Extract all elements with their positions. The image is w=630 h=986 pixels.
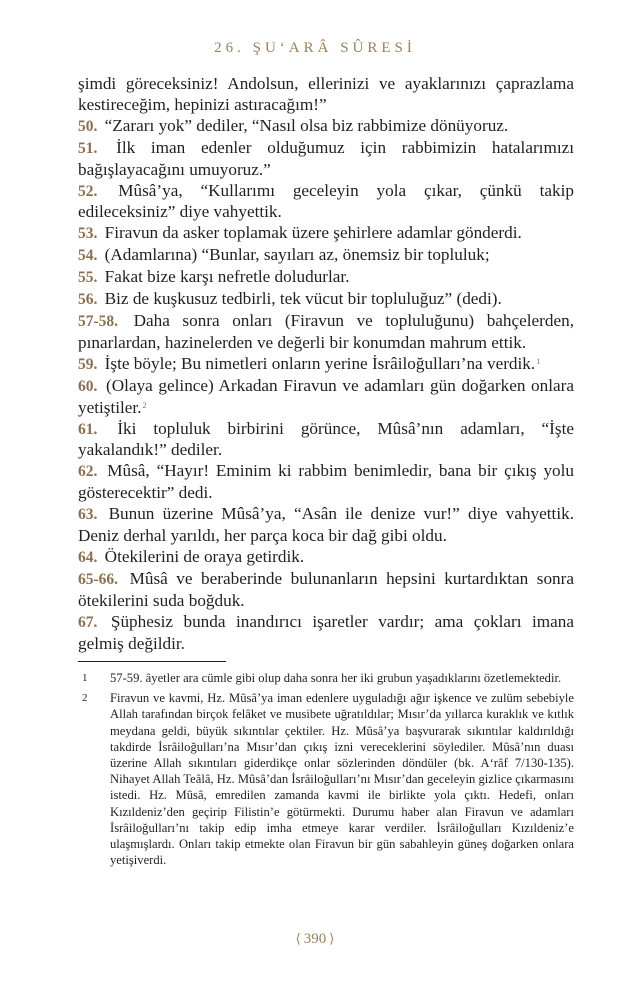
verse-line: [78, 504, 574, 547]
verse-text-line: İlk iman edenler olduğumuz için rabbimizin hatalarımızı bağışlayacağını umuyoruz.”: [78, 137, 574, 179]
verse-number: 61.: [78, 420, 98, 438]
verse-text-line: Daha sonra onları (Firavun ve topluluğunu) bahçelerden, pınarlardan, hazinelerden ve değerli bir konumdan mahrum ettik.: [78, 310, 575, 352]
verse-text-line: Mûsâ’ya, “Kullarımı geceleyin yola çıkar, çünkü takip edileceksiniz” diye vahyettik.: [78, 180, 574, 222]
verse-number: 50.: [78, 117, 98, 135]
verse-line: [78, 354, 574, 376]
footnote: [78, 690, 574, 868]
footnote: [78, 670, 574, 686]
verse-text: [78, 74, 574, 654]
verse-text-line: Firavun da asker toplamak üzere şehirlere adamlar gönderdi.: [104, 223, 522, 243]
verse-text-line: (Olaya gelince) Arkadan Firavun ve adamları gün doğarken onlara yetiştiler.: [78, 375, 575, 417]
verse-number: 51.: [78, 139, 98, 157]
footnote-text: Firavun ve kavmi, Hz. Mûsâ’ya iman edenlere uyguladığı ağır işkence ve zulüm sebebiyle Allah tarafından birçok felâket ve musibete uğratıldılar; Mısır’da yıllarca kuraklık ve kıtlık meydana geldi, büyük sıkıntılar çektiler. Hz. Mûsâ’ya başvurarak sıkıntılar kaldırıldığı takdirde İsrâiloğulları’na Mısır’dan çıkış izni vereceklerini söylediler. Mûsâ’nın duası üzerine Allah sıkıntıları giderdikçe onlar sözlerinden döndüler (bk. A‘râf 7/130-135). Nihayet Allah Teâlâ, Hz. Mûsâ’dan İsrâiloğulları’nı Mısır’dan geceleyin gizlice çıkarmasını istedi. Hz. Mûsâ, emredilen zamanda kavmi ile birlikte yola çıktı. Hedefi, onları Kızıldeniz’den geçirip Filistin’e götürmekti. Durumu haber alan Firavun ve adamları İsrâiloğulları’nı takip edip imha etmeye karar verdiler. İsrâiloğulları Kızıldeniz’e ulaşmışlardı. Onları takip etmekte olan Firavun bir gün sabahleyin güneş doğarken onlara yetişiverdi.: [110, 691, 574, 868]
verse-line: [78, 289, 574, 311]
verse-line: [78, 311, 574, 354]
verse-number: 64.: [78, 548, 98, 566]
verse-number: 65-66.: [78, 570, 119, 588]
verse-text-line: İki topluluk birbirini görünce, Mûsâ’nın adamları, “İşte yakalandık!” dediler.: [78, 418, 574, 460]
verse-line: [78, 569, 574, 612]
page-number-text: 390: [303, 931, 327, 947]
verse-text-line: (Adamlarına) “Bunlar, sayıları az, önemsiz bir topluluk;: [104, 245, 490, 265]
running-header: 26. ŞU‘ARÂ SÛRESİ: [214, 40, 416, 56]
verse-line: [78, 376, 574, 419]
verse-number: 62.: [78, 463, 98, 481]
footnote-text: 57-59. âyetler ara cümle gibi olup daha sonra her iki grubun yaşadıklarını özetlemektedir.: [110, 671, 562, 685]
verse-line: [78, 461, 574, 504]
verse-text-line: Mûsâ, “Hayır! Eminim ki rabbim benimledir, bana bir çıkış yolu gösterecektir” dedi.: [78, 461, 574, 503]
verse-text-line: Bunun üzerine Mûsâ’ya, “Asân ile denize vur!” diye vahyettik. Deniz derhal yarıldı, her parça koca bir dağ gibi oldu.: [78, 504, 574, 546]
verse-line: [78, 223, 574, 245]
verse-number: 55.: [78, 269, 98, 287]
verse-number: 56.: [78, 291, 98, 309]
verse-text-line: İşte böyle; Bu nimetleri onların yerine İsrâiloğulları’na verdik.: [104, 353, 536, 373]
verse-line: [78, 547, 574, 569]
footnotes: [78, 670, 574, 872]
ornament-left-icon: ⟨: [295, 931, 301, 946]
verse-text-line: Fakat bize karşı nefretle doludurlar.: [104, 267, 350, 287]
page-number: [0, 931, 630, 948]
verse-text-line: şimdi göreceksiniz! Andolsun, ellerinizi ve ayaklarınızı çaprazlama kestireceğim, hepinizi astıracağım!”: [78, 74, 574, 114]
verse-line: [78, 116, 574, 138]
verse-number: 63.: [78, 506, 98, 524]
verse-line: [78, 612, 574, 655]
verse-text-line: Ötekilerini de oraya getirdik.: [104, 546, 305, 566]
verse-number: 60.: [78, 377, 98, 395]
verse-number: 57-58.: [78, 312, 119, 330]
footnote-number: 2: [82, 692, 88, 705]
verse-number: 59.: [78, 355, 98, 373]
verse-number: 67.: [78, 613, 98, 631]
verse-text-line: Şüphesiz bunda inandırıcı işaretler vardır; ama çokları imana gelmiş değildir.: [78, 611, 574, 653]
verse-line: [78, 245, 574, 267]
footnote-marker[interactable]: 1: [536, 356, 541, 366]
verse-text-line: Biz de kuşkusuz tedbirli, tek vücut bir topluluğuz” (dedi).: [104, 289, 502, 309]
verse-number: 53.: [78, 225, 98, 243]
verse-line: [78, 419, 574, 462]
verse-number: 52.: [78, 182, 98, 200]
verse-line: [78, 74, 574, 116]
verse-line: [78, 138, 574, 181]
verse-text-line: “Zararı yok” dediler, “Nasıl olsa biz rabbimize dönüyoruz.: [104, 115, 509, 135]
footnote-marker[interactable]: 2: [142, 400, 147, 410]
footnote-divider: [78, 661, 226, 662]
verse-number: 54.: [78, 247, 98, 265]
footnote-number: 1: [82, 672, 88, 684]
verse-text-line: Mûsâ ve beraberinde bulunanların hepsini kurtardıktan sonra ötekilerini suda boğduk.: [78, 568, 574, 610]
verse-line: [78, 181, 574, 224]
verse-line: [78, 267, 574, 289]
ornament-right-icon: ⟩: [329, 931, 335, 946]
